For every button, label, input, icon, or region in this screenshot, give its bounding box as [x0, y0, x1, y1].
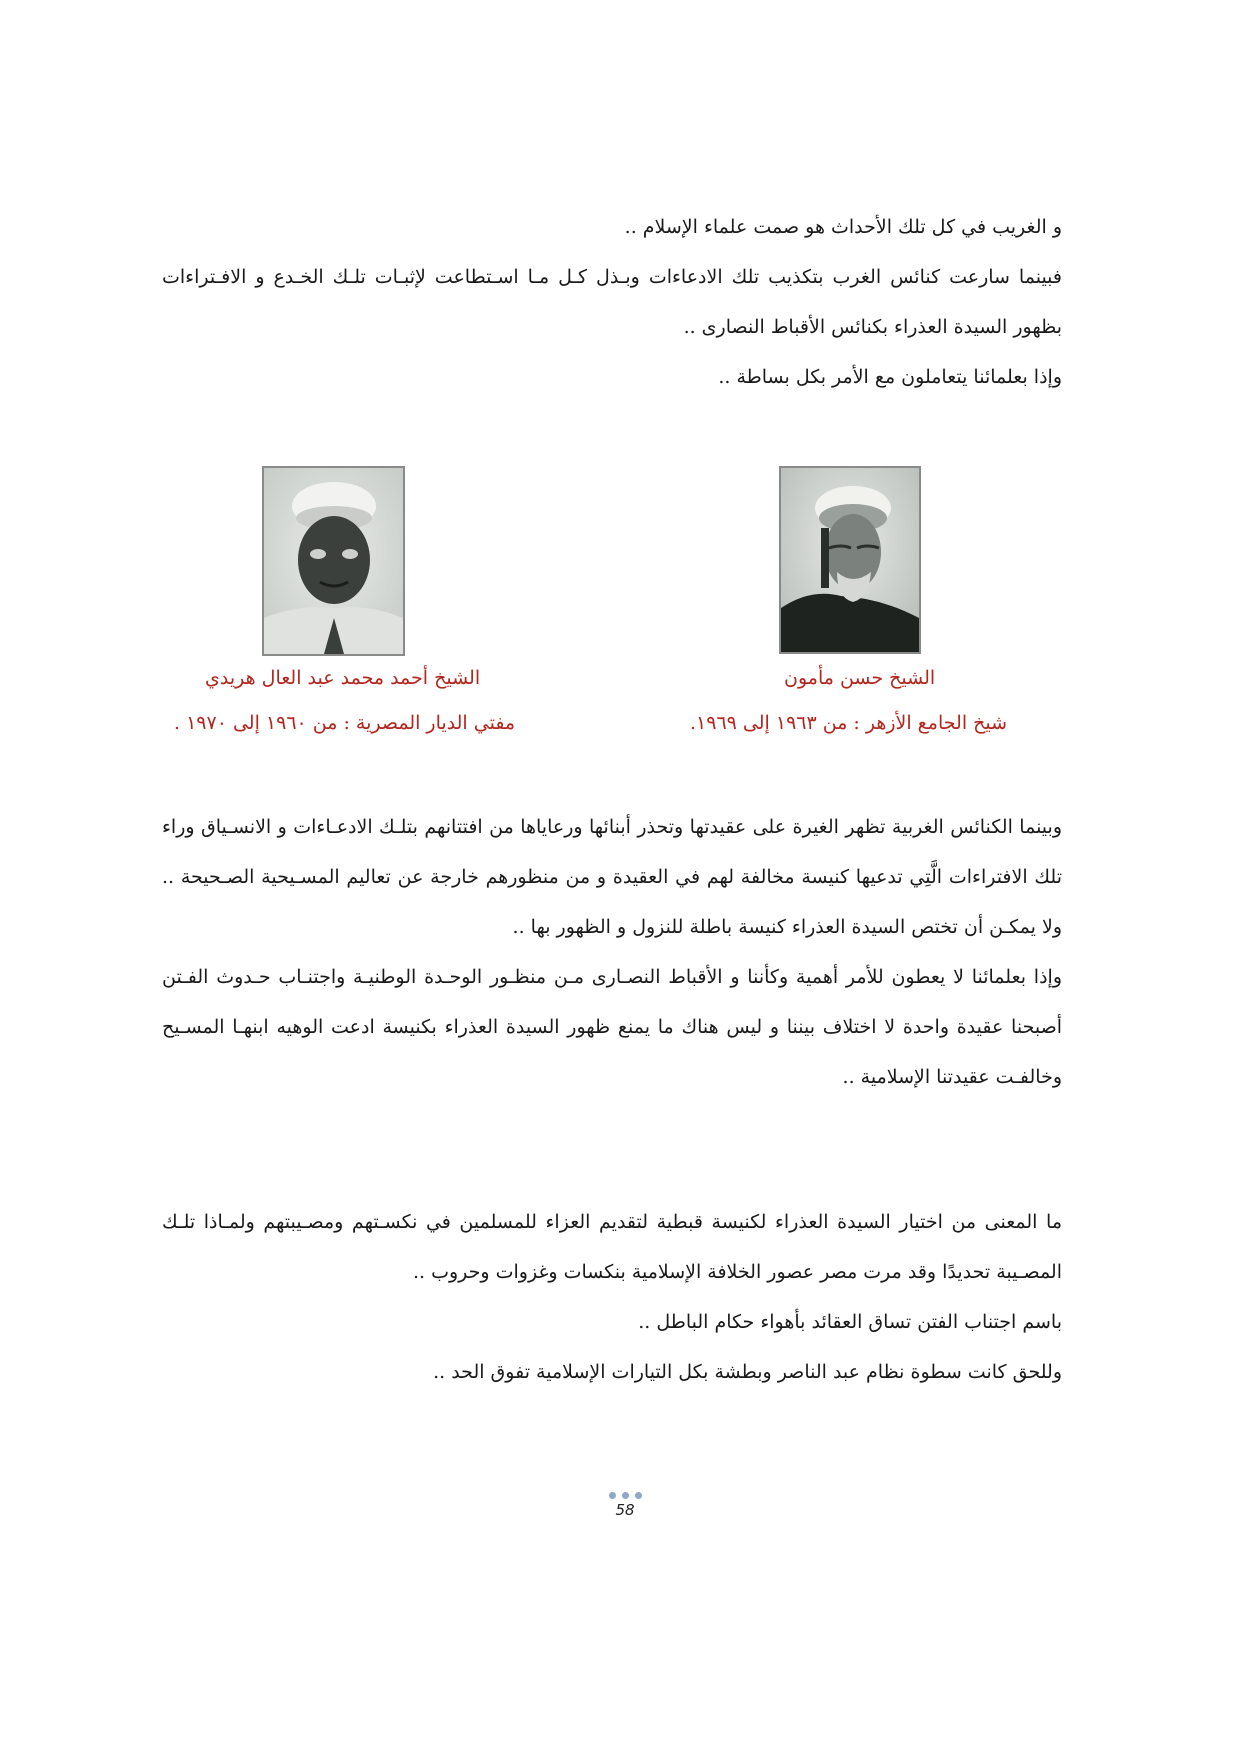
paragraph: وللحق كانت سطوة نظام عبد الناصر وبطشة بكل التيارات الإسلامية تفوق الحد .. — [433, 1361, 1062, 1383]
paragraph: وإذا بعلمائنا لا يعطون للأمر أهمية وكأننا و الأقباط النصـارى مـن منظـور الوحـدة الوطنيـة واجتنـاب حـدوث الفـتن أصبحنا عقيدة واحدة لا اختلاف بيننا و ليس هناك ما يمنع ظهور السيدة العذراء بكنيسة ادعت الوهيه ابنهـا المسـيح وخالفـت عقيدتنا الإسلامية .. — [162, 966, 1062, 1088]
paragraph: وبينما الكنائس الغربية تظهر الغيرة على عقيدتها وتحذر أبنائها ورعاياها من افتتانهم بتلـك الادعـاءات و الانسـياق وراء تلك الافتراءات الَّتِي تدعيها كنيسة مخالفة لهم في العقيدة و من منظورهم خارجة عن تعاليم المسـيحية الصـحيحة .. ولا يمكـن أن تختص السيدة العذراء كنيسة باطلة للنزول و الظهور بها .. — [162, 816, 1062, 938]
paragraph: ما المعنى من اختيار السيدة العذراء لكنيسة قبطية لتقديم العزاء للمسلمين في نكسـتهم ومصـيبتهم ولمـاذا تلـك المصـيبة تحديدًا وقد مرت مصر عصور الخلافة الإسلامية بنكسات وغزوات وحروب .. — [162, 1211, 1062, 1283]
closing-text — [162, 1197, 1062, 1397]
intro-text — [162, 202, 1062, 402]
page-footer — [600, 1492, 650, 1519]
paragraph: و الغريب في كل تلك الأحداث هو صمت علماء الإسلام .. — [624, 216, 1062, 238]
caption-role-right: شيخ الجامع الأزهر : من ١٩٦٣ إلى ١٩٦٩. — [690, 712, 1008, 734]
caption-name-right: الشيخ حسن مأمون — [784, 667, 936, 689]
paragraph: فبينما سارعت كنائس الغرب بتكذيب تلك الادعاءات وبـذل كـل مـا اسـتطاعت لإثبـات تلـك الخـدع و الافـتراءات بظهور السيدة العذراء بكنائس الأقباط النصارى .. — [162, 266, 1062, 338]
page-number: 58 — [615, 1501, 635, 1519]
paragraph: وإذا بعلمائنا يتعاملون مع الأمر بكل بساطة .. — [718, 366, 1062, 388]
paragraph: باسم اجتناب الفتن تساق العقائد بأهواء حكام الباطل .. — [638, 1311, 1062, 1333]
portrait-hassan-mamoun — [779, 466, 921, 654]
caption-name-left: الشيخ أحمد محمد عبد العال هريدي — [205, 667, 481, 689]
caption-role-left: مفتي الديار المصرية : من ١٩٦٠ إلى ١٩٧٠ . — [174, 712, 516, 734]
portrait-ahmed-hurydi — [262, 466, 405, 656]
middle-text — [162, 802, 1062, 1102]
